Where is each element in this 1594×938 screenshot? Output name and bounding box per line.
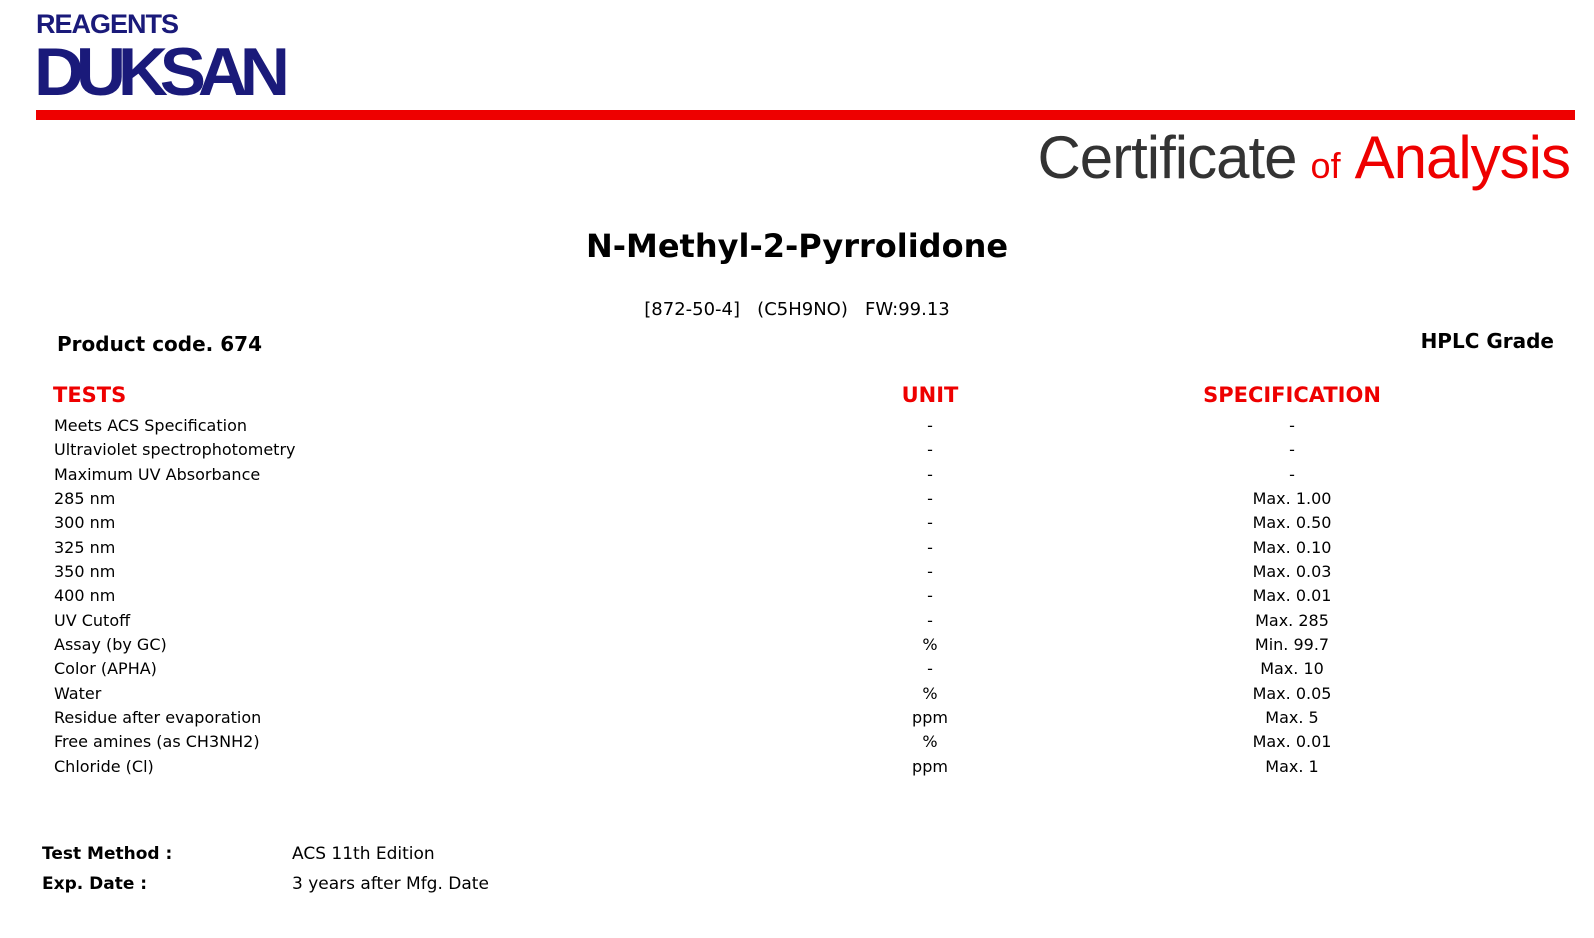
table-row [0, 584, 1594, 608]
test-name: Ultraviolet spectrophotometry [54, 440, 296, 460]
test-specification: Max. 0.03 [1252, 562, 1332, 582]
test-name: Meets ACS Specification [54, 416, 247, 435]
test-unit: - [927, 513, 933, 533]
test-name: Color (APHA) [54, 659, 157, 679]
test-unit: - [927, 440, 933, 460]
test-unit: % [922, 732, 938, 752]
test-specification: Max. 5 [1265, 708, 1319, 728]
duksan-logo [34, 9, 296, 110]
test-name: Free amines (as CH3NH2) [54, 732, 260, 752]
test-specification: Max. 0.10 [1252, 537, 1332, 557]
test-unit: - [927, 562, 933, 582]
title-of: of [1310, 145, 1341, 186]
table-row [0, 730, 1594, 754]
test-unit: - [927, 610, 933, 630]
test-unit: ppm [912, 756, 948, 776]
column-header-unit: UNIT [901, 383, 959, 407]
test-specification: Max. 0.05 [1252, 683, 1332, 703]
table-row [0, 438, 1594, 462]
table-row [0, 755, 1594, 779]
product-identifiers: [872-50-4] (C5H9NO) FW:99.13 [644, 299, 950, 320]
title-analysis: Analysis [1354, 124, 1570, 191]
table-row [0, 633, 1594, 657]
test-specification: Max. 10 [1260, 659, 1324, 679]
document-title [1037, 118, 1570, 214]
test-name: Assay (by GC) [54, 635, 167, 655]
test-unit: - [927, 416, 933, 435]
test-specification: Min. 99.7 [1254, 635, 1330, 655]
table-row [0, 706, 1594, 730]
test-name: 325 nm [54, 537, 116, 557]
test-specification: - [1289, 416, 1295, 435]
column-header-specification: SPECIFICATION [1203, 383, 1381, 407]
test-unit: ppm [912, 708, 948, 728]
table-row [0, 560, 1594, 584]
table-row [0, 609, 1594, 633]
logo-duksan-text: DUKSAN [34, 34, 282, 110]
table-row [0, 487, 1594, 511]
table-row [0, 414, 1594, 438]
test-specification: Max. 1.00 [1252, 489, 1332, 509]
test-method-label: Test Method : [42, 844, 173, 864]
test-unit: - [927, 464, 933, 484]
column-header-tests: TESTS [53, 383, 127, 407]
test-unit: - [927, 489, 933, 509]
test-name: 300 nm [54, 513, 116, 533]
test-name: Residue after evaporation [54, 708, 262, 728]
logo-reagents-text: REAGENTS [36, 9, 179, 39]
table-row [0, 682, 1594, 706]
test-specification: Max. 0.01 [1252, 586, 1332, 606]
exp-date-value: 3 years after Mfg. Date [292, 874, 489, 894]
test-specification: Max. 1 [1265, 756, 1319, 776]
table-row [0, 536, 1594, 560]
test-unit: - [927, 659, 933, 679]
test-specification: Max. 0.50 [1252, 513, 1332, 533]
product-code: Product code. 674 [57, 332, 262, 356]
product-name: N-Methyl-2-Pyrrolidone [585, 227, 1009, 265]
test-specification: Max. 285 [1255, 610, 1329, 630]
test-unit: - [927, 586, 933, 606]
test-unit: % [922, 683, 938, 703]
test-name: Maximum UV Absorbance [54, 464, 261, 484]
test-unit: % [922, 635, 938, 655]
test-name: 350 nm [54, 562, 116, 582]
title-certificate: Certificate [1037, 124, 1297, 191]
table-row [0, 511, 1594, 535]
test-name: UV Cutoff [54, 610, 131, 630]
test-specification: - [1289, 440, 1295, 460]
exp-date-label: Exp. Date : [42, 874, 148, 894]
product-grade: HPLC Grade [1420, 329, 1554, 353]
test-specification: Max. 0.01 [1252, 732, 1332, 752]
test-name: Water [54, 683, 102, 703]
test-method-value: ACS 11th Edition [292, 844, 435, 864]
analysis-table [0, 414, 1594, 779]
test-name: 400 nm [54, 586, 116, 606]
table-row [0, 463, 1594, 487]
test-specification: - [1289, 464, 1295, 484]
test-name: Chloride (Cl) [54, 756, 154, 776]
test-unit: - [927, 537, 933, 557]
table-row [0, 657, 1594, 681]
test-name: 285 nm [54, 489, 116, 509]
